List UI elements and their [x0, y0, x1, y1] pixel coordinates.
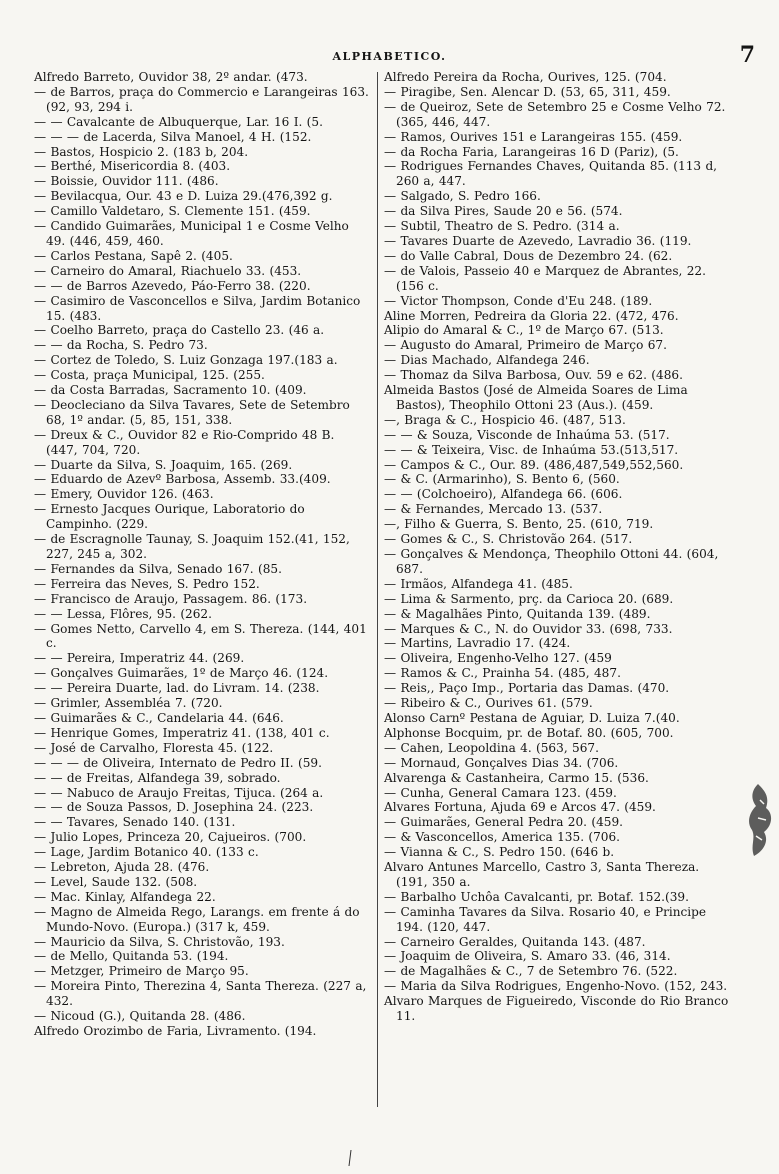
directory-entry: — Francisco de Araujo, Passagem. 86. (173.: [34, 591, 308, 606]
directory-entry: — Caminha Tavares da Silva. Rosario 40, e Principe 194. (120, 447.: [384, 904, 707, 934]
directory-entry: — Victor Thompson, Conde d'Eu 248. (189.: [384, 293, 653, 308]
directory-entry: — Ramos, Ourives 151 e Larangeiras 155. (459.: [384, 129, 683, 144]
directory-entry: — José de Carvalho, Floresta 45. (122.: [34, 740, 274, 755]
directory-entry: Almeida Bastos (José de Almeida Soares de Lima Bastos), Theophilo Ottoni 23 (Aus.). (459.: [384, 383, 688, 412]
directory-entry: — Ernesto Jacques Ourique, Laboratorio do Campinho. (229.: [34, 502, 305, 532]
stray-ink-mark-icon: [345, 1148, 355, 1168]
directory-entry: Alvaro Antunes Marcello, Castro 3, Santa Thereza. (191, 350 a.: [384, 860, 700, 889]
running-head: ALPHABETICO.: [332, 50, 447, 63]
directory-entry: — de Queiroz, Sete de Setembro 25 e Cosme Velho 72. (365, 446, 447.: [384, 99, 726, 129]
directory-entry: — — — de Oliveira, Internato de Pedro II. (59.: [34, 755, 322, 770]
directory-entry: Alphonse Bocquim, pr. de Botaf. 80. (605, 700.: [384, 725, 674, 740]
directory-entry: — Carneiro do Amaral, Riachuelo 33. (453.: [34, 263, 302, 278]
directory-entry: — — de Barros Azevedo, Páo-Ferro 38. (220.: [34, 278, 311, 293]
directory-entry: — Martins, Lavradio 17. (424.: [384, 636, 571, 651]
directory-entry: — Cahen, Leopoldina 4. (563, 567.: [384, 740, 599, 755]
directory-entry: — Magno de Almeida Rego, Larangs. em frente á do Mundo-Novo. (Europa.) (317 k, 459.: [34, 904, 360, 934]
right-column: [384, 70, 730, 1024]
directory-entry: — Vianna & C., S. Pedro 150. (646 b.: [384, 845, 615, 860]
directory-entry: Alfredo Pereira da Rocha, Ourives, 125. (704.: [384, 70, 667, 84]
directory-entry: — Cortez de Toledo, S. Luiz Gonzaga 197.(183 a.: [34, 353, 338, 368]
directory-entry: — da Silva Pires, Saude 20 e 56. (574.: [384, 204, 623, 219]
directory-entry: — Piragibe, Sen. Alencar D. (53, 65, 311, 459.: [384, 84, 671, 99]
directory-entry: Alvaro Marques de Figueiredo, Visconde do Rio Branco 11.: [384, 994, 729, 1024]
directory-entry: — Lebreton, Ajuda 28. (476.: [34, 860, 210, 875]
directory-entry: — Mauricio da Silva, S. Christovão, 193.: [34, 934, 285, 949]
directory-entry: — Lima & Sarmento, prç. da Carioca 20. (689.: [384, 591, 674, 606]
directory-entry: — Gonçalves Guimarães, 1º de Março 46. (124.: [34, 666, 329, 681]
directory-entry: — & Vasconcellos, America 135. (706.: [384, 830, 621, 845]
directory-entry: Alvares Fortuna, Ajuda 69 e Arcos 47. (459.: [384, 800, 656, 815]
directory-entry: — & Fernandes, Mercado 13. (537.: [384, 502, 603, 517]
directory-entry: — Reis,, Paço Imp., Portaria das Damas. (470.: [384, 681, 670, 696]
directory-entry: — de Magalhães & C., 7 de Setembro 76. (522.: [384, 964, 678, 979]
directory-entry: — Lage, Jardim Botanico 40. (133 c.: [34, 845, 259, 860]
directory-entry: — — Lessa, Flôres, 95. (262.: [34, 606, 212, 621]
directory-entry: — Campos & C., Our. 89. (486,487,549,552,560.: [384, 457, 684, 472]
directory-entry: — de Valois, Passeio 40 e Marquez de Abrantes, 22. (156 c.: [384, 263, 706, 293]
directory-entry: Alipio do Amaral & C., 1º de Março 67. (513.: [384, 323, 664, 338]
directory-entry: — da Rocha Faria, Larangeiras 16 D (Pariz), (5.: [384, 144, 679, 159]
directory-entry: — & Magalhães Pinto, Quitanda 139. (489.: [384, 606, 651, 621]
directory-entry: — Eduardo de Azevº Barbosa, Assemb. 33.(409.: [34, 472, 331, 487]
directory-entry: — Carlos Pestana, Sapê 2. (405.: [34, 248, 233, 263]
directory-entry: — Guimarães, General Pedra 20. (459.: [384, 815, 623, 830]
directory-entry: — Nicoud (G.), Quitanda 28. (486.: [34, 1009, 246, 1024]
directory-entry: — — Tavares, Senado 140. (131.: [34, 815, 236, 830]
directory-entry: — Dreux & C., Ouvidor 82 e Rio-Comprido 48 B. (447, 704, 720.: [34, 427, 335, 457]
directory-entry: —, Braga & C., Hospicio 46. (487, 513.: [384, 412, 626, 427]
directory-entry: Alvarenga & Castanheira, Carmo 15. (536.: [384, 770, 649, 785]
directory-entry: Alfredo Orozimbo de Faria, Livramento. (194.: [34, 1024, 317, 1038]
directory-entry: — Moreira Pinto, Therezina 4, Santa Thereza. (227 a, 432.: [34, 979, 367, 1009]
directory-entry: Alfredo Barreto, Ouvidor 38, 2º andar. (473.: [34, 70, 308, 84]
directory-entry: — Julio Lopes, Princeza 20, Cajueiros. (700.: [34, 830, 307, 845]
directory-entry: — Level, Saude 132. (508.: [34, 874, 198, 889]
directory-entry: Aline Morren, Pedreira da Gloria 22. (472, 476.: [384, 308, 679, 323]
directory-entry: — Mornaud, Gonçalves Dias 34. (706.: [384, 755, 619, 770]
directory-entry: — Oliveira, Engenho-Velho 127. (459: [384, 651, 612, 666]
directory-entry: — de Escragnolle Taunay, S. Joaquim 152.(41, 152, 227, 245 a, 302.: [34, 532, 350, 561]
directory-entry: — de Barros, praça do Commercio e Larangeiras 163. (92, 93, 294 i.: [34, 84, 369, 114]
directory-entry: — Guimarães & C., Candelaria 44. (646.: [34, 710, 284, 725]
directory-entry: — de Mello, Quitanda 53. (194.: [34, 949, 229, 964]
directory-entry: — Metzger, Primeiro de Março 95.: [34, 964, 249, 979]
directory-entry: — Salgado, S. Pedro 166.: [384, 189, 541, 204]
directory-entry: — — de Souza Passos, D. Josephina 24. (223.: [34, 800, 314, 815]
directory-entry: — Bastos, Hospicio 2. (183 b, 204.: [34, 144, 249, 159]
margin-ink-smudge-icon: [744, 780, 776, 860]
directory-entry: — Carneiro Geraldes, Quitanda 143. (487.: [384, 934, 646, 949]
directory-entry: — Marques & C., N. do Ouvidor 33. (698, 733.: [384, 621, 673, 636]
directory-entry: — Gomes & C., S. Christovão 264. (517.: [384, 532, 633, 547]
directory-entry: Alonso Carnº Pestana de Aguiar, D. Luiza 7.(40.: [384, 710, 680, 725]
directory-entry: — — — de Lacerda, Silva Manoel, 4 H. (152.: [34, 129, 312, 144]
directory-entry: — Bevilacqua, Our. 43 e D. Luiza 29.(476,392 g.: [34, 189, 333, 204]
directory-entry: — — Nabuco de Araujo Freitas, Tijuca. (264 a.: [34, 785, 324, 800]
directory-entry: — — (Colchoeiro), Alfandega 66. (606.: [384, 487, 623, 502]
directory-entry: — — da Rocha, S. Pedro 73.: [34, 338, 208, 353]
directory-entry: — Barbalho Uchôa Cavalcanti, pr. Botaf. 152.(39.: [384, 889, 689, 904]
directory-entry: — — de Freitas, Alfandega 39, sobrado.: [34, 770, 281, 785]
left-column: [34, 70, 370, 1039]
directory-entry: — Subtil, Theatro de S. Pedro. (314 a.: [384, 219, 620, 234]
directory-entry: — Gomes Netto, Carvello 4, em S. Thereza. (144, 401 c.: [34, 621, 367, 651]
directory-entry: — Tavares Duarte de Azevedo, Lavradio 36. (119.: [384, 233, 692, 248]
directory-entry: — — Pereira Duarte, lad. do Livram. 14. (238.: [34, 681, 320, 696]
directory-entry: — Fernandes da Silva, Senado 167. (85.: [34, 561, 282, 576]
directory-entry: — Casimiro de Vasconcellos e Silva, Jardim Botanico 15. (483.: [34, 293, 361, 323]
directory-entry: — Rodrigues Fernandes Chaves, Quitanda 85. (113 d, 260 a, 447.: [384, 159, 718, 189]
directory-entry: — Emery, Ouvidor 126. (463.: [34, 487, 214, 502]
directory-entry: — Deocleciano da Silva Tavares, Sete de Setembro 68, 1º andar. (5, 85, 151, 338.: [34, 397, 350, 427]
directory-entry: — Henrique Gomes, Imperatriz 41. (138, 401 c.: [34, 725, 330, 740]
directory-entry: — — Cavalcante de Albuquerque, Lar. 16 I. (5.: [34, 114, 323, 129]
directory-entry: — Candido Guimarães, Municipal 1 e Cosme Velho 49. (446, 459, 460.: [34, 219, 349, 248]
directory-entry: — Coelho Barreto, praça do Castello 23. (46 a.: [34, 323, 325, 338]
directory-entry: — Berthé, Misericordia 8. (403.: [34, 159, 231, 174]
directory-entry: — Irmãos, Alfandega 41. (485.: [384, 576, 573, 591]
directory-entry: — — & Teixeira, Visc. de Inhaúma 53.(513,517.: [384, 442, 679, 457]
directory-entry: —, Filho & Guerra, S. Bento, 25. (610, 719.: [384, 517, 654, 532]
directory-entry: — Costa, praça Municipal, 125. (255.: [34, 368, 265, 383]
directory-entry: — Cunha, General Camara 123. (459.: [384, 785, 617, 800]
directory-entry: — — & Souza, Visconde de Inhaúma 53. (517.: [384, 427, 670, 442]
directory-entry: — Maria da Silva Rodrigues, Engenho-Novo. (152, 243.: [384, 979, 728, 994]
directory-entry: — Augusto do Amaral, Primeiro de Março 67.: [384, 338, 667, 353]
page-number: 7: [739, 42, 755, 68]
directory-entry: — Joaquim de Oliveira, S. Amaro 33. (46, 314.: [384, 949, 671, 964]
directory-entry: — Gonçalves & Mendonça, Theophilo Ottoni 44. (604, 687.: [384, 547, 719, 576]
directory-entry: — Camillo Valdetaro, S. Clemente 151. (459.: [34, 204, 311, 219]
column-divider: [377, 72, 378, 1107]
directory-entry: — & C. (Armarinho), S. Bento 6, (560.: [384, 472, 620, 487]
directory-entry: — Dias Machado, Alfandega 246.: [384, 353, 590, 368]
directory-entry: — Thomaz da Silva Barbosa, Ouv. 59 e 62. (486.: [384, 368, 683, 383]
directory-entry: — Ribeiro & C., Ourives 61. (579.: [384, 696, 593, 711]
directory-entry: — Grimler, Assembléa 7. (720.: [34, 696, 223, 711]
directory-entry: — Ramos & C., Prainha 54. (485, 487.: [384, 666, 621, 681]
directory-entry: — — Pereira, Imperatriz 44. (269.: [34, 651, 245, 666]
directory-entry: — Duarte da Silva, S. Joaquim, 165. (269.: [34, 457, 293, 472]
directory-entry: — do Valle Cabral, Dous de Dezembro 24. (62.: [384, 248, 673, 263]
directory-entry: — Ferreira das Neves, S. Pedro 152.: [34, 576, 260, 591]
directory-entry: — Mac. Kinlay, Alfandega 22.: [34, 889, 216, 904]
directory-entry: — da Costa Barradas, Sacramento 10. (409.: [34, 383, 307, 398]
directory-entry: — Boissie, Ouvidor 111. (486.: [34, 174, 219, 189]
